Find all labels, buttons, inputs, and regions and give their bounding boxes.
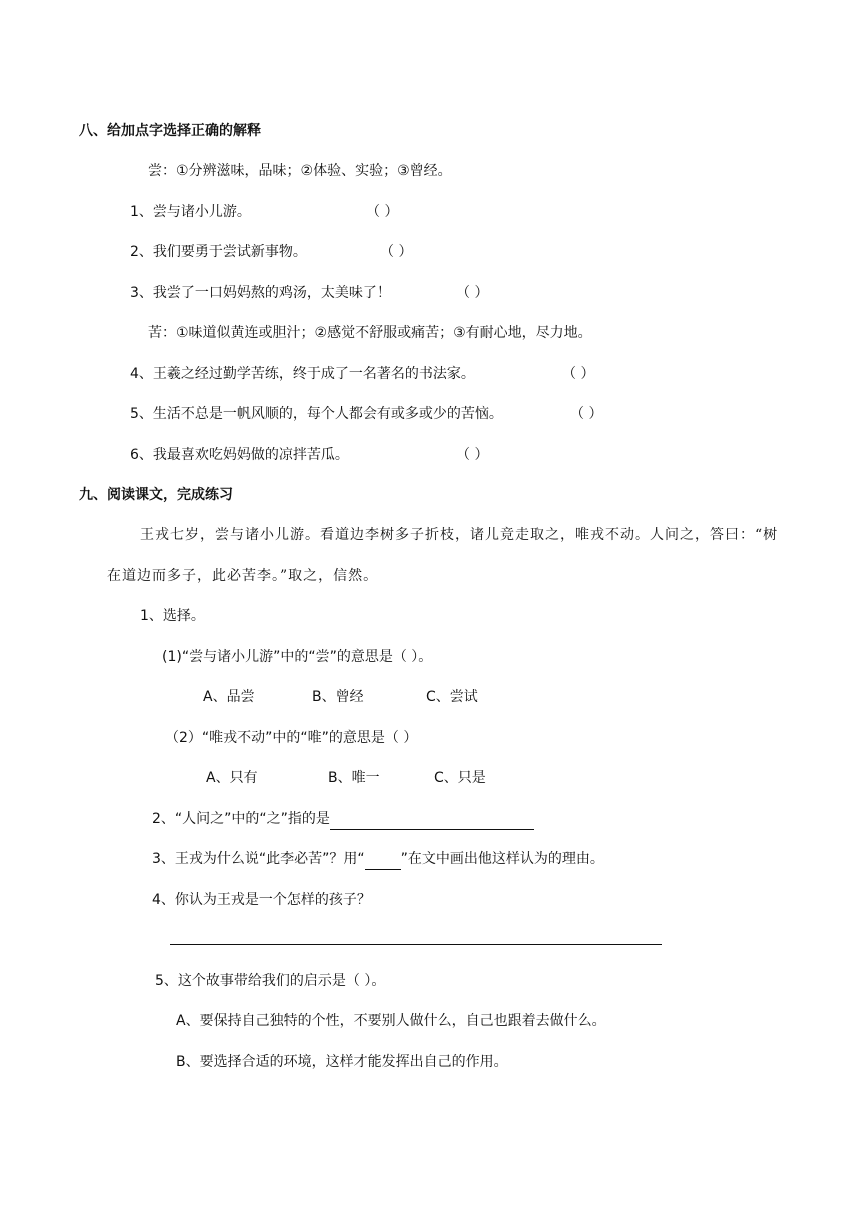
question-2-answer-line[interactable] xyxy=(330,809,534,830)
question-4-answer-line[interactable] xyxy=(170,944,662,945)
question-2 xyxy=(152,809,534,830)
answer-blank-4[interactable]: （ ） xyxy=(562,366,595,382)
question-4: 4、你认为王戎是一个怎样的孩子？ xyxy=(152,892,371,908)
question-item-2: 2、我们要勇于尝试新事物。 xyxy=(130,244,307,260)
section8-title: 八、给加点字选择正确的解释 xyxy=(79,123,261,139)
option-1-2-a[interactable]: A、只有 xyxy=(206,770,258,786)
question-item-1: 1、尝与诸小儿游。 xyxy=(130,204,251,220)
question-3-text-before: 3、王戎为什么说“此李必苦”？用“ xyxy=(152,851,365,867)
question-1-label: 1、选择。 xyxy=(140,608,205,624)
option-1-1-a[interactable]: A、品尝 xyxy=(203,689,255,705)
option-1-1-b[interactable]: B、曾经 xyxy=(312,689,364,705)
answer-blank-5[interactable]: （ ） xyxy=(570,406,603,422)
question-item-6: 6、我最喜欢吃妈妈做的凉拌苦瓜。 xyxy=(130,447,349,463)
section9-title: 九、阅读课文，完成练习 xyxy=(79,487,233,503)
question-2-text: 2、“人问之”中的“之”指的是 xyxy=(152,811,330,827)
option-1-2-b[interactable]: B、唯一 xyxy=(328,770,380,786)
answer-blank-3[interactable]: （ ） xyxy=(456,285,489,301)
answer-blank-1[interactable]: （ ） xyxy=(366,204,399,220)
question-1-1: (1)“尝与诸小儿游”中的“尝”的意思是（ ）。 xyxy=(162,649,433,665)
option-5-b[interactable]: B、要选择合适的环境，这样才能发挥出自己的作用。 xyxy=(176,1054,508,1070)
question-3 xyxy=(152,849,604,870)
question-3-underline-sample xyxy=(365,849,401,870)
question-5: 5、这个故事带给我们的启示是（ ）。 xyxy=(155,973,386,989)
passage-line-2: 在道边而多子，此必苦李。”取之，信然。 xyxy=(107,568,379,584)
question-1-2: （2）“唯戎不动”中的“唯”的意思是（ ） xyxy=(165,730,418,746)
answer-blank-6[interactable]: （ ） xyxy=(456,447,489,463)
question-3-text-after: ”在文中画出他这样认为的理由。 xyxy=(400,851,604,867)
option-1-2-c[interactable]: C、只是 xyxy=(434,770,486,786)
question-item-4: 4、王羲之经过勤学苦练，终于成了一名著名的书法家。 xyxy=(130,366,475,382)
passage-line-1: 王戎七岁，尝与诸小儿游。看道边李树多子折枝，诸儿竞走取之，唯戎不动。人问之，答曰：“树 xyxy=(140,527,779,543)
option-1-1-c[interactable]: C、尝试 xyxy=(426,689,478,705)
question-item-5: 5、生活不总是一帆风顺的，每个人都会有或多或少的苦恼。 xyxy=(130,406,503,422)
option-5-a[interactable]: A、要保持自己独特的个性，不要别人做什么，自己也跟着去做什么。 xyxy=(176,1013,606,1029)
question-item-3: 3、我尝了一口妈妈熬的鸡汤，太美味了！ xyxy=(130,285,391,301)
answer-blank-2[interactable]: （ ） xyxy=(380,244,413,260)
chang-definition: 尝：①分辨滋味，品味；②体验、实验；③曾经。 xyxy=(148,163,452,179)
ku-definition: 苦：①味道似黄连或胆汁；②感觉不舒服或痛苦；③有耐心地，尽力地。 xyxy=(148,325,592,341)
